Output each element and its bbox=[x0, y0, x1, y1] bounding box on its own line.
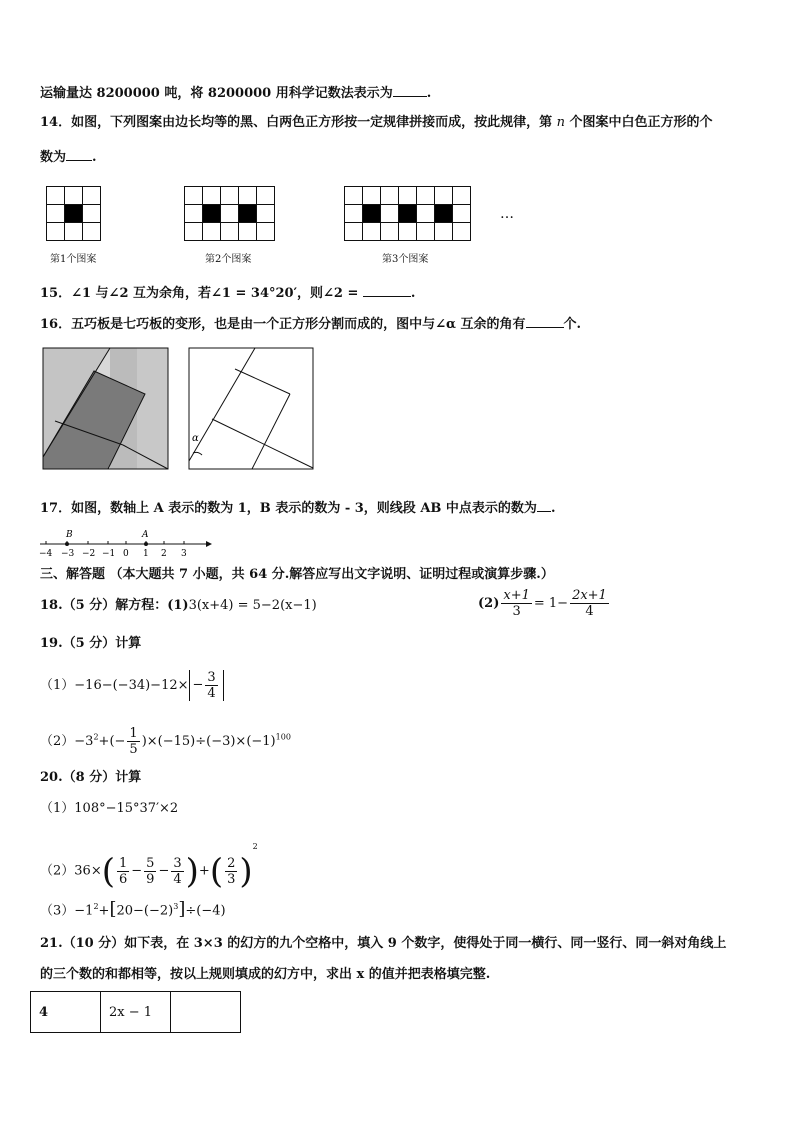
q16-line bbox=[40, 313, 581, 334]
point-A-label: A bbox=[142, 530, 149, 540]
q17-text-end: . bbox=[550, 501, 556, 516]
q14-line1 bbox=[40, 114, 713, 132]
tick-label: 1 bbox=[143, 549, 149, 559]
tick-label: 2 bbox=[161, 549, 167, 559]
table-row bbox=[31, 992, 241, 1033]
magic-cell[interactable]: 4 bbox=[31, 992, 101, 1033]
pattern-ellipsis: … bbox=[500, 206, 514, 222]
q16-text-end: 个. bbox=[563, 317, 582, 332]
q20-part1 bbox=[40, 800, 178, 818]
q18-part1-label: (1) bbox=[167, 598, 189, 613]
pattern-3-figure bbox=[344, 186, 472, 242]
tick-label: −2 bbox=[82, 549, 96, 559]
alpha-label: α bbox=[192, 433, 199, 444]
magic-cell[interactable]: 2x − 1 bbox=[101, 992, 171, 1033]
section-3-heading: 三、解答题 （本大题共 7 小题，共 64 分.解答应写出文字说明、证明过程或演算步骤.） bbox=[40, 567, 554, 582]
q18-label: 18.（5 分）解方程： bbox=[40, 598, 168, 613]
q19-part1 bbox=[40, 670, 224, 701]
q19-part1-expr: −16−(−34)−12× bbox=[74, 678, 189, 693]
tangram-line-figure bbox=[188, 347, 316, 471]
pattern-2-figure bbox=[184, 186, 276, 242]
q18-fraction-2: $\frac{2x+1}{4}$ bbox=[572, 588, 607, 619]
q17-line bbox=[40, 497, 555, 518]
q19-label: 19.（5 分）计算 bbox=[40, 636, 142, 651]
q14-var: n bbox=[556, 115, 565, 130]
q15-text: 15．∠1 与∠2 互为余角，若∠1 = 34°20′，则∠2 = bbox=[40, 286, 359, 301]
q19-fraction: $\frac{1}{5}$ bbox=[129, 726, 138, 757]
q20-part2-label: （2） bbox=[40, 863, 75, 879]
point-B-label: B bbox=[66, 530, 73, 540]
q20-label: 20.（8 分）计算 bbox=[40, 770, 142, 785]
q21-line2: 的三个数的和都相等，按以上规则填成的幻方中，求出 x 的值并把表格填完整. bbox=[40, 967, 491, 982]
pattern-1-figure bbox=[46, 186, 102, 242]
q13-tail-text: 运输量达 8200000 吨，将 8200000 用科学记数法表示为 bbox=[40, 86, 393, 101]
q16-text: 16．五巧板是七巧板的变形，也是由一个正方形分割而成的，图中与∠α 互余的角有 bbox=[40, 317, 526, 332]
tick-label: −1 bbox=[102, 549, 116, 559]
number-line bbox=[38, 528, 214, 560]
q18-fraction-1: $\frac{x+1}{3}$ bbox=[503, 588, 530, 619]
q14-text: 14．如图，下列图案由边长均等的黑、白两色正方形按一定规律拼接而成，按此规律，第 bbox=[40, 115, 553, 130]
q20-part1-label: （1） bbox=[40, 801, 75, 816]
q20-part3: $(3)-1^2+[20-(-2)^3]\div(-4)$ bbox=[40, 898, 226, 920]
q15-text-end: . bbox=[410, 286, 416, 301]
magic-cell[interactable] bbox=[171, 992, 241, 1033]
pattern-3-caption: 第3个图案 bbox=[382, 254, 429, 265]
q15-line bbox=[40, 282, 415, 303]
q19-part2: $(2)-3^2+(-$ $\frac{1}{5}$ )$\times(-15)\div(-3)\times(-1)^{100}$ bbox=[40, 726, 291, 757]
q16-answer-blank[interactable] bbox=[526, 313, 564, 328]
q18-part2 bbox=[478, 588, 611, 619]
point-A-dot bbox=[144, 542, 148, 546]
q14-answer-blank[interactable] bbox=[66, 146, 92, 161]
q19-abs-value: − $\frac{3}{4}$ bbox=[189, 670, 224, 701]
q13-answer-blank[interactable] bbox=[393, 82, 427, 97]
q14-line2 bbox=[40, 146, 97, 167]
point-B-dot bbox=[65, 542, 69, 546]
q18-part2-label: (2) bbox=[478, 596, 500, 611]
pattern-2-caption: 第2个图案 bbox=[205, 254, 252, 265]
tangram-shaded-figure bbox=[42, 347, 170, 471]
q20-part1-expr: 108°−15°37′×2 bbox=[74, 801, 179, 816]
tick-label: 0 bbox=[123, 549, 129, 559]
q18-line bbox=[40, 597, 317, 615]
q21-line1: 21.（10 分）如下表，在 3×3 的幻方的九个空格中，填入 9 个数字，使得处于同一横行、同一竖行、同一斜对角线上 bbox=[40, 936, 727, 951]
q13-tail-line bbox=[40, 82, 431, 103]
q14-text2: 数为 bbox=[40, 150, 67, 165]
tick-label: −3 bbox=[61, 549, 75, 559]
q15-answer-blank[interactable] bbox=[363, 282, 411, 297]
q18-part1-equation: 3(x+4) = 5−2(x−1) bbox=[188, 598, 317, 613]
q20-part2: （2）36×( $\frac{1}{6}$ − $\frac{5}{9}$ − $\frac{3}{4}$ )+( $\frac{2}{3}$ )$^2$ bbox=[40, 842, 258, 892]
tick-label: 3 bbox=[181, 549, 187, 559]
q18-part2-mid: = 1− bbox=[533, 596, 569, 611]
pattern-1-caption: 第1个图案 bbox=[50, 254, 97, 265]
q17-text: 17．如图，数轴上 A 表示的数为 1，B 表示的数为 - 3，则线段 AB 中点表示的数为 bbox=[40, 501, 537, 516]
tick-label: −4 bbox=[39, 549, 53, 559]
q14-text-end: 个图案中白色正方形的个 bbox=[569, 115, 713, 130]
q20-part3-label: （3） bbox=[40, 903, 75, 919]
q13-tail-end: . bbox=[426, 86, 432, 101]
magic-square-table bbox=[30, 991, 241, 1033]
q14-text2-end: . bbox=[92, 150, 97, 165]
q19-part1-label: （1） bbox=[40, 678, 75, 693]
q19-part2-label: （2） bbox=[40, 734, 75, 749]
q17-answer-blank[interactable] bbox=[537, 497, 551, 512]
